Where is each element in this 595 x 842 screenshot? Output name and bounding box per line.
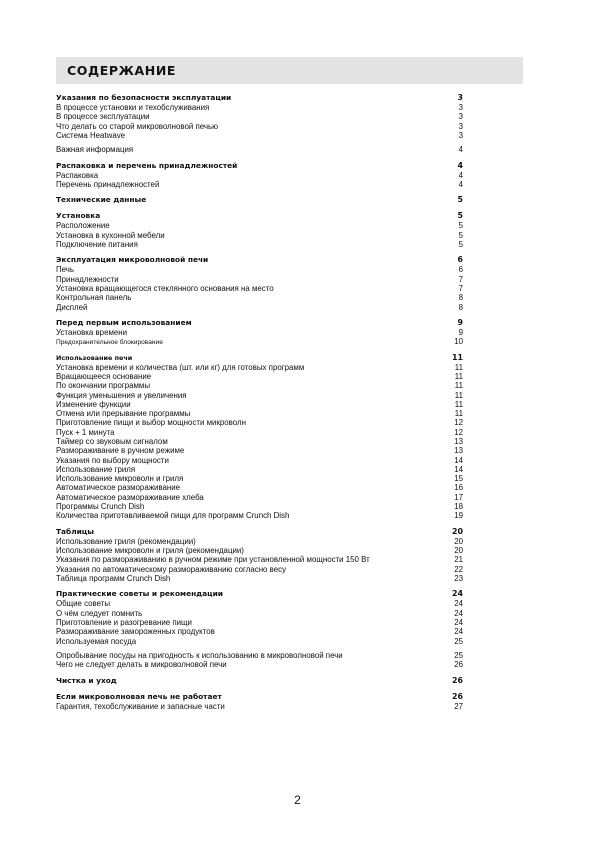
toc-entry-label: Функция уменьшения и увеличения [56, 390, 187, 400]
toc-entry[interactable] [56, 363, 463, 372]
toc-entry[interactable] [56, 171, 463, 180]
toc-entry-page: 21 [454, 555, 463, 565]
toc-section-heading[interactable] [56, 589, 463, 599]
toc-entry-label: Отмена или прерывание программы [56, 409, 191, 419]
toc-entry-label: Чего не следует делать в микроволновой печи [56, 660, 227, 670]
table-of-contents [56, 93, 463, 717]
toc-entry-page: 11 [454, 399, 463, 409]
toc-entry[interactable] [56, 546, 463, 555]
toc-entry-page: 10 [454, 337, 463, 347]
toc-entry[interactable] [56, 372, 463, 381]
toc-section-page: 24 [452, 589, 463, 599]
toc-entry-page: 16 [454, 483, 463, 493]
toc-entry-page: 27 [454, 701, 463, 711]
toc-entry-page: 3 [458, 103, 463, 112]
toc-section-title: Практические советы и рекомендации [56, 589, 223, 599]
toc-section-heading[interactable] [56, 676, 463, 686]
toc-entry-label: Опробывание посуды на пригодность к использованию в микроволновой печи [56, 650, 343, 660]
toc-entry-label: Установка времени [56, 327, 128, 337]
toc-entry-label: Принадлежности [56, 274, 119, 284]
toc-section-title: Эксплуатация микроволновой печи [56, 255, 209, 265]
toc-section [56, 353, 463, 521]
toc-entry[interactable] [56, 231, 463, 240]
toc-entry[interactable] [56, 293, 463, 302]
toc-entry-page: 17 [454, 492, 463, 502]
toc-entry[interactable] [56, 651, 463, 660]
toc-section [56, 527, 463, 583]
toc-section-page: 26 [452, 675, 463, 685]
toc-section-page: 4 [457, 160, 463, 170]
toc-entry[interactable] [56, 409, 463, 418]
toc-entry-label: Важная информация [56, 145, 134, 155]
toc-entry-page: 18 [454, 502, 463, 512]
toc-entry-page: 12 [454, 418, 463, 428]
toc-entry[interactable] [56, 565, 463, 574]
toc-entry-label: Используемая посуда [56, 636, 137, 646]
toc-entry[interactable] [56, 465, 463, 474]
toc-section [56, 211, 463, 249]
toc-entry-label: Установка вращающегося стеклянного основания на место [56, 283, 274, 293]
toc-entry[interactable] [56, 537, 463, 546]
toc-section-heading[interactable] [56, 195, 463, 205]
toc-entry-label: Гарантия, техобслуживание и запасные части [56, 701, 225, 711]
toc-section [56, 255, 463, 311]
toc-entry[interactable] [56, 660, 463, 669]
toc-entry-page: 3 [458, 130, 463, 140]
toc-entry[interactable] [56, 391, 463, 400]
toc-entry-label: Подключение питания [56, 239, 138, 249]
toc-entry-page: 5 [458, 230, 463, 240]
toc-entry-page: 14 [454, 464, 463, 474]
toc-section [56, 692, 463, 711]
toc-entry-page: 11 [454, 390, 463, 400]
toc-entry[interactable] [56, 483, 463, 492]
toc-entry-page: 20 [454, 546, 463, 556]
toc-entry-label: Установка в кухонной мебели [56, 230, 165, 240]
toc-entry-label: Перечень принадлежностей [56, 179, 160, 189]
toc-section [56, 195, 463, 205]
toc-entry-label: Указания по размораживанию в ручном режиме при установленной мощности 150 Вт [56, 555, 370, 565]
toc-entry-page: 23 [454, 573, 463, 583]
toc-entry-label: По окончании программы [56, 381, 151, 391]
toc-entry-page: 3 [458, 121, 463, 131]
toc-entry-page: 15 [454, 474, 463, 484]
toc-entry-label: Изменение функции [56, 399, 131, 409]
toc-entry[interactable] [56, 456, 463, 465]
toc-entry[interactable] [56, 637, 463, 646]
toc-entry[interactable] [56, 599, 463, 608]
toc-entry-page: 14 [454, 455, 463, 465]
toc-section-page: 5 [457, 211, 463, 221]
toc-entry[interactable] [56, 240, 463, 249]
toc-entry[interactable] [56, 618, 463, 627]
toc-entry[interactable] [56, 112, 463, 121]
toc-entry[interactable] [56, 145, 463, 154]
toc-entry[interactable] [56, 381, 463, 390]
toc-entry-page: 4 [458, 145, 463, 155]
toc-entry-label: Пуск + 1 минута [56, 427, 115, 437]
toc-entry-label: Распаковка [56, 170, 99, 180]
toc-entry-page: 12 [454, 427, 463, 437]
toc-entry-label: В процессе установки и техобслуживания [56, 103, 210, 112]
toc-entry-page: 3 [458, 112, 463, 122]
toc-entry[interactable] [56, 474, 463, 483]
toc-section [56, 318, 463, 347]
toc-entry-label: Использование гриля [56, 464, 136, 474]
toc-entry-page: 26 [454, 660, 463, 670]
toc-entry-label: Вращающееся основание [56, 371, 152, 381]
toc-entry[interactable] [56, 574, 463, 583]
toc-entry[interactable] [56, 493, 463, 502]
toc-entry-label: Контрольная панель [56, 293, 132, 303]
toc-entry-label: О чём следует помнить [56, 608, 143, 618]
toc-entry[interactable] [56, 702, 463, 711]
toc-section-page: 20 [452, 526, 463, 536]
toc-entry[interactable] [56, 400, 463, 409]
toc-entry[interactable] [56, 446, 463, 455]
toc-entry[interactable] [56, 337, 463, 346]
toc-section-heading[interactable] [56, 318, 463, 328]
toc-entry-page: 8 [458, 302, 463, 312]
toc-entry-page: 24 [454, 617, 463, 627]
toc-entry-page: 5 [458, 239, 463, 249]
toc-entry-page: 11 [454, 381, 463, 391]
toc-entry-label: Установка времени и количества (шт. или кг) для готовых программ [56, 362, 305, 372]
toc-entry-label: Общие советы [56, 599, 111, 609]
toc-entry[interactable] [56, 265, 463, 274]
toc-entry-page: 25 [454, 636, 463, 646]
toc-entry-page: 13 [454, 446, 463, 456]
toc-entry-page: 11 [454, 409, 463, 419]
toc-section [56, 676, 463, 686]
toc-entry[interactable] [56, 511, 463, 520]
toc-section-title: Установка [56, 211, 101, 221]
toc-entry[interactable] [56, 275, 463, 284]
toc-section [56, 161, 463, 190]
toc-entry[interactable] [56, 502, 463, 511]
toc-entry[interactable] [56, 328, 463, 337]
toc-section-page: 6 [457, 255, 463, 265]
toc-section-title: Перед первым использованием [56, 317, 192, 327]
toc-entry[interactable] [56, 555, 463, 564]
toc-section-page: 11 [452, 352, 463, 362]
toc-section-page: 3 [457, 93, 463, 102]
toc-section-heading[interactable] [56, 527, 463, 537]
toc-section-title: Использование печи [56, 353, 133, 362]
toc-entry-label: Дисплей [56, 302, 88, 312]
toc-entry-page: 7 [458, 283, 463, 293]
toc-entry-page: 11 [454, 371, 463, 381]
toc-entry[interactable] [56, 284, 463, 293]
toc-entry-page: 8 [458, 293, 463, 303]
toc-section-title: Чистка и уход [56, 675, 117, 685]
toc-entry-label: Указания по автоматическому размораживанию согласно весу [56, 564, 287, 574]
toc-entry-label: Расположение [56, 221, 110, 231]
toc-entry-page: 5 [458, 221, 463, 231]
page-number: 2 [294, 793, 301, 807]
toc-entry-page: 9 [458, 327, 463, 337]
toc-entry[interactable] [56, 428, 463, 437]
toc-entry-label: Использование гриля (рекомендации) [56, 536, 196, 546]
toc-entry-page: 22 [454, 564, 463, 574]
toc-entry-label: Размораживание замороженных продуктов [56, 627, 215, 637]
toc-entry-label: Программы Crunch Dish [56, 502, 145, 512]
toc-entry-page: 19 [454, 511, 463, 521]
toc-entry-page: 20 [454, 536, 463, 546]
toc-entry-label: Печь [56, 265, 75, 275]
toc-section-heading[interactable] [56, 93, 463, 103]
toc-section-heading[interactable] [56, 161, 463, 171]
toc-entry-label: Количества приготавливаемой пищи для программ Crunch Dish [56, 511, 290, 521]
contents-header [56, 57, 523, 84]
toc-section-heading[interactable] [56, 255, 463, 265]
toc-entry-page: 24 [454, 599, 463, 609]
toc-entry-label: Использование микроволн и гриля (рекомендации) [56, 546, 244, 556]
toc-entry-label: Автоматическое размораживание хлеба [56, 492, 204, 502]
toc-entry-page: 6 [458, 265, 463, 275]
toc-section-page: 26 [452, 691, 463, 701]
page-title: СОДЕРЖАНИЕ [67, 63, 177, 78]
toc-entry-label: Указания по выбору мощности [56, 455, 169, 465]
toc-entry-page: 4 [458, 170, 463, 180]
toc-section-heading[interactable] [56, 211, 463, 221]
toc-entry[interactable] [56, 122, 463, 131]
toc-section-title: Технические данные [56, 195, 147, 205]
toc-entry-label: Автоматическое размораживание [56, 483, 181, 493]
toc-section-page: 9 [457, 317, 463, 327]
toc-section-title: Распаковка и перечень принадлежностей [56, 160, 238, 170]
toc-entry-label: Таймер со звуковым сигналом [56, 436, 168, 446]
toc-entry-label: Таблица программ Crunch Dish [56, 573, 171, 583]
toc-section-title: Если микроволновая печь не работает [56, 691, 222, 701]
toc-section [56, 589, 463, 669]
toc-entry[interactable] [56, 103, 463, 112]
toc-entry-page: 24 [454, 627, 463, 637]
toc-section-title: Таблицы [56, 526, 94, 536]
toc-entry-label: Приготовление и разогревание пищи [56, 617, 192, 627]
toc-entry-page: 4 [458, 179, 463, 189]
toc-entry-page: 7 [458, 274, 463, 284]
toc-entry-label: В процессе эксплуатации [56, 112, 150, 122]
toc-entry[interactable] [56, 180, 463, 189]
toc-entry-page: 13 [454, 436, 463, 446]
toc-entry[interactable] [56, 303, 463, 312]
toc-entry-page: 24 [454, 608, 463, 618]
toc-entry[interactable] [56, 609, 463, 618]
toc-section [56, 93, 463, 154]
toc-entry-label: Использование микроволн и гриля [56, 474, 184, 484]
toc-entry[interactable] [56, 221, 463, 230]
toc-entry[interactable] [56, 437, 463, 446]
toc-section-page: 5 [457, 195, 463, 205]
toc-entry-label: Приготовление пищи и выбор мощности микроволн [56, 418, 246, 428]
toc-entry-label: Предохранительное блокирование [56, 339, 163, 347]
toc-section-heading[interactable] [56, 353, 463, 363]
toc-entry-page: 25 [454, 650, 463, 660]
toc-section-heading[interactable] [56, 692, 463, 702]
toc-entry-label: Размораживание в ручном режиме [56, 446, 185, 456]
toc-entry-page: 11 [454, 362, 463, 372]
toc-section-title: Указания по безопасности эксплуатации [56, 93, 232, 102]
toc-entry[interactable] [56, 418, 463, 427]
toc-entry[interactable] [56, 627, 463, 636]
toc-entry-label: Что делать со старой микроволновой печью [56, 121, 219, 131]
toc-entry-label: Система Heatwave [56, 130, 126, 140]
toc-entry[interactable] [56, 131, 463, 140]
